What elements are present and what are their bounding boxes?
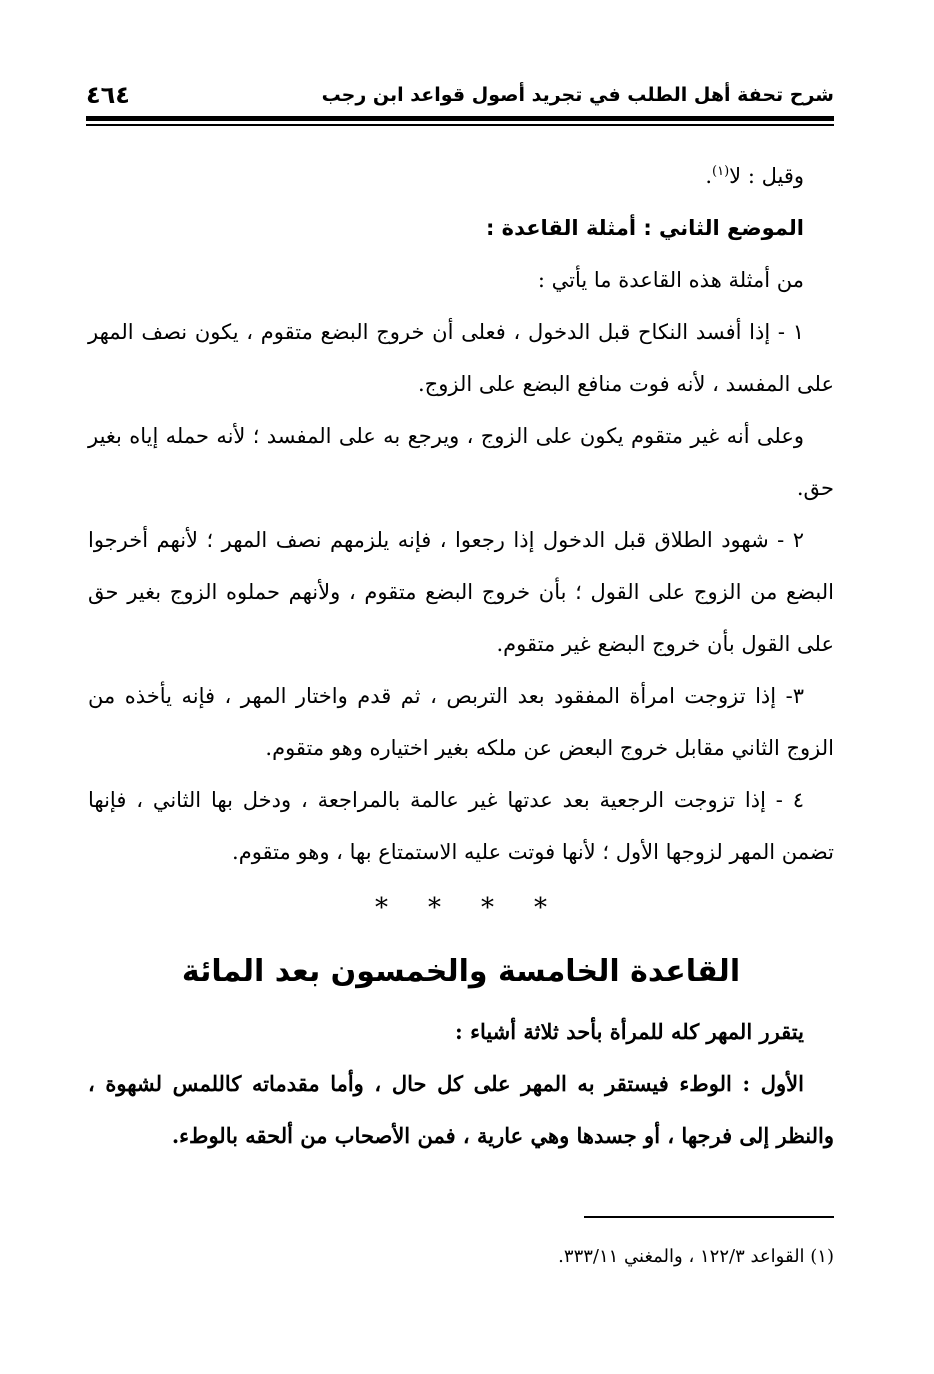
section-heading: الموضع الثاني : أمثلة القاعدة : [485, 216, 804, 240]
footnote-rule [584, 1216, 834, 1218]
footnote: (١) القواعد ١٢٢/٣ ، والمغني ٣٣٣/١١. [558, 1246, 834, 1267]
paragraph-4: ٣- إذا تزوجت امرأة المفقود بعد التربص ، ثم قدم واختار المهر ، فإنه يأخذه من الزوج الثاني مقابل خروج البعض عن ملكه بغير اختياره وهو متقوم. [88, 684, 834, 760]
footnote-marker: (١) [712, 164, 730, 179]
first-item-lead: الأول : [742, 1071, 804, 1096]
running-title: شرح تحفة أهل الطلب في تجريد أصول قواعد ابن رجب [321, 84, 834, 106]
separator-star: * [481, 893, 494, 923]
separator-star: * [534, 893, 547, 923]
section-separator [88, 878, 834, 938]
first-item-text: الوطء فيستقر به المهر على كل حال ، وأما مقدماته كاللمس لشهوة ، والنظر إلى فرجها ، أو جسدها وهي عارية ، فمن الأصحاب من ألحقه بالوطء. [88, 1071, 834, 1148]
page-body [88, 150, 834, 1162]
opening-end: . [705, 164, 713, 188]
header-rule-thick [86, 116, 834, 121]
separator-star: * [375, 893, 388, 923]
rule-heading: القاعدة الخامسة والخمسون بعد المائة [181, 954, 741, 989]
page-header [86, 78, 834, 112]
paragraph-3: ٢ - شهود الطلاق قبل الدخول إذا رجعوا ، فإنه يلزمهم نصف المهر ؛ لأنهم أخرجوا البضع من الزوج على القول ؛ بأن خروج البضع متقوم ، ولأنهم حملوه الزوج بغير حق على القول بأن خروج البضع غير متقوم. [88, 528, 834, 656]
paragraph-1: ١ - إذا أفسد النكاح قبل الدخول ، فعلى أن خروج البضع متقوم ، يكون نصف المهر على المفسد ، لأنه فوت منافع البضع على الزوج. [88, 320, 834, 396]
page-number: ٤٦٤ [86, 81, 130, 109]
paragraph-5: ٤ - إذا تزوجت الرجعية بعد عدتها غير عالمة بالمراجعة ، ودخل بها الثاني ، فإنها تضمن المهر لزوجها الأول ؛ لأنها فوتت عليه الاستمتاع بها ، وهو متقوم. [88, 788, 834, 864]
rule-intro: يتقرر المهر كله للمرأة بأحد ثلاثة أشياء : [455, 1019, 804, 1044]
paragraph-2: وعلى أنه غير متقوم يكون على الزوج ، ويرجع به على المفسد ؛ لأنه حمله إياه بغير حق. [88, 424, 834, 500]
opening-line [88, 150, 834, 202]
intro-line: من أمثلة هذه القاعدة ما يأتي : [537, 268, 804, 292]
separator-star: * [428, 893, 441, 923]
first-item [88, 1058, 834, 1162]
header-rule-thin [86, 124, 834, 126]
opening-text: وقيل : لا [729, 164, 804, 188]
